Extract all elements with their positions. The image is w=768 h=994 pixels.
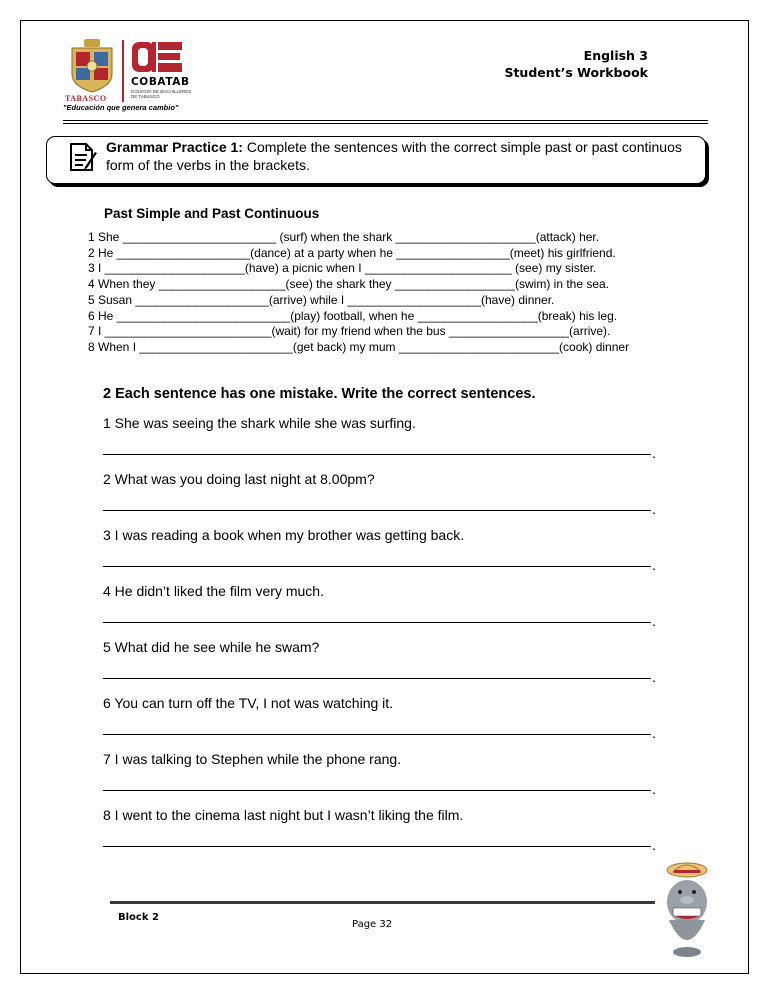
answer-line-end: . (652, 613, 656, 629)
exercise2-sentence: 8 I went to the cinema last night but I wasn’t liking the film. (103, 807, 464, 823)
exercise1-sentence: 5 Susan ____________________(arrive) while I ____________________(have) dinner. (88, 292, 555, 307)
exercise2-sentence: 4 He didn’t liked the film very much. (103, 583, 324, 599)
exercise2-sentence: 3 I was reading a book when my brother was getting back. (103, 527, 465, 543)
workbook-title (504, 47, 648, 81)
exercise1-sentence: 6 He __________________________(play) football, when he __________________(break) his leg. (88, 308, 618, 323)
manatee-mascot-icon (655, 860, 719, 958)
answer-line-end: . (652, 725, 656, 741)
course-title: English 3 (583, 48, 648, 63)
exercise2-sentence: 2 What was you doing last night at 8.00pm? (103, 471, 375, 487)
exercise1-sentence: 7 I _________________________(wait) for my friend when the bus __________________(arrive). (88, 324, 611, 339)
answer-line-end: . (652, 781, 656, 797)
exercise2-sentence: 7 I was talking to Stephen while the phone rang. (103, 751, 402, 767)
tabasco-coat-of-arms-logo (66, 38, 118, 94)
document-pencil-icon (68, 141, 100, 173)
exercise1-sentence: 8 When I _______________________(get back) my mum ________________________(cook) dinner (88, 339, 630, 354)
exercise1-title: Past Simple and Past Continuous (104, 206, 320, 221)
answer-line[interactable] (103, 790, 651, 791)
answer-line[interactable] (103, 454, 651, 455)
exercise2-sentence: 6 You can turn off the TV, I not was watching it. (103, 695, 394, 711)
logo-org-name: COBATAB (131, 76, 190, 88)
answer-line-end: . (652, 501, 656, 517)
answer-line-end: . (652, 669, 656, 685)
footer-page-number: Page 32 (352, 919, 393, 930)
answer-line[interactable] (103, 734, 651, 735)
header-rule-top (63, 120, 708, 121)
logo-state-name: TABASCO (65, 94, 107, 103)
exercise2-sentence: 5 What did he see while he swam? (103, 639, 320, 655)
logo-divider (122, 40, 124, 102)
answer-line-end: . (652, 557, 656, 573)
exercise2-sentence: 1 She was seeing the shark while she was surfing. (103, 415, 416, 431)
exercise1-sentence: 2 He ____________________(dance) at a party when he _________________(meet) his girlfriend. (88, 245, 616, 260)
instruction-text (106, 138, 706, 174)
answer-line-end: . (652, 837, 656, 853)
answer-line[interactable] (103, 510, 651, 511)
answer-line[interactable] (103, 846, 651, 847)
answer-line[interactable] (103, 678, 651, 679)
exercise2-title: 2 Each sentence has one mistake. Write the correct sentences. (103, 386, 536, 402)
footer-block: Block 2 (118, 912, 159, 923)
header-rule-bottom (63, 123, 708, 124)
exercise1-sentence: 1 She _______________________ (surf) when the shark _____________________(attack) her. (88, 230, 600, 244)
footer-rule (110, 901, 655, 904)
logo-org-sub-line1: COLEGIO DE BACHILLERES (131, 89, 192, 94)
logo-org-sub-line2: DE TABASCO (131, 94, 160, 99)
exercise1-list (88, 230, 678, 356)
cobatab-logo-mark (131, 40, 183, 74)
logo-slogan: "Educación que genera cambio" (63, 103, 179, 112)
answer-line[interactable] (103, 622, 651, 623)
answer-line-end: . (652, 445, 656, 461)
answer-line[interactable] (103, 566, 651, 567)
book-title: Student’s Workbook (504, 65, 648, 80)
exercise1-sentence: 4 When they ___________________(see) the shark they __________________(swim) in the sea. (88, 277, 610, 292)
instruction-body: Complete the sentences with the correct simple past or past continuos form of the verbs in the brackets. (106, 139, 682, 173)
instruction-label: Grammar Practice 1: (106, 139, 243, 155)
exercise1-sentence: 3 I _____________________(have) a picnic when I ______________________ (see) my sister. (88, 261, 597, 276)
